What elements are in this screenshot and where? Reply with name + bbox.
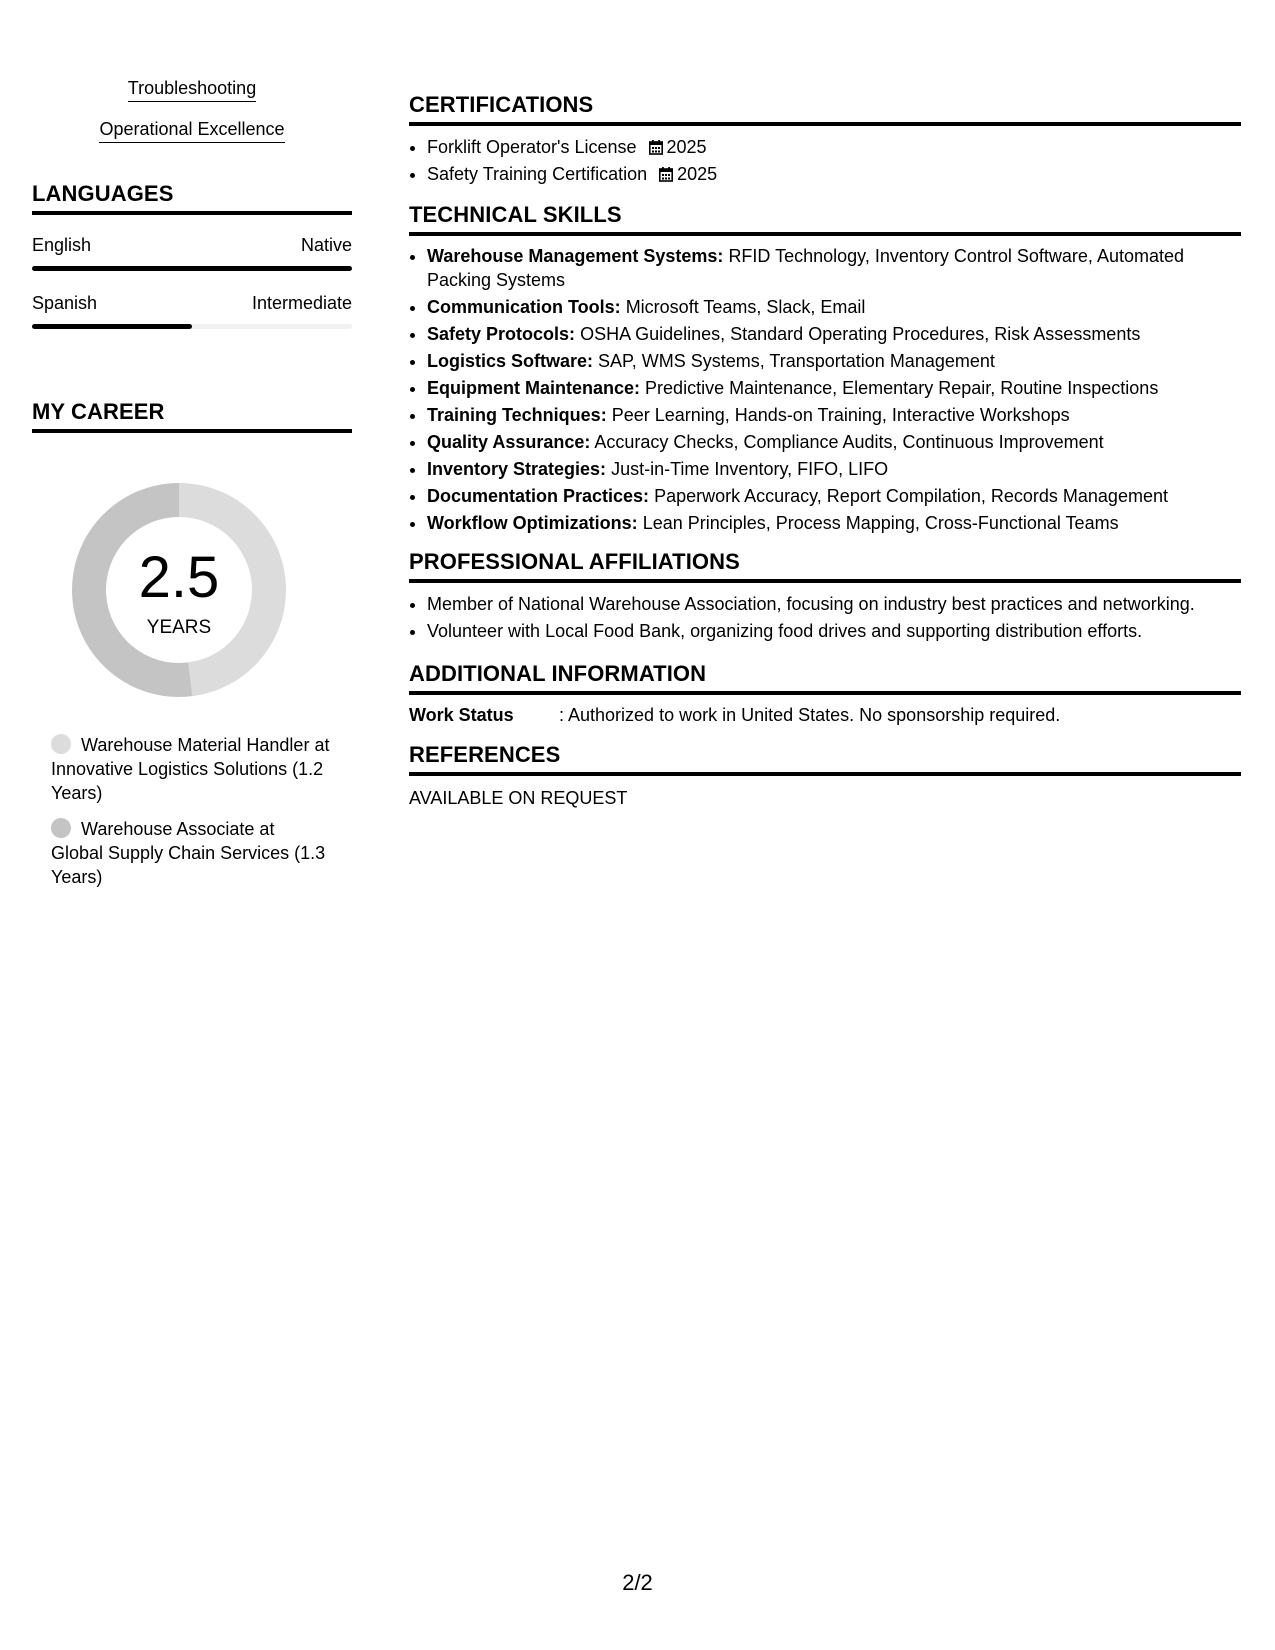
left-column bbox=[32, 78, 352, 889]
page-number: 2/2 bbox=[622, 1570, 653, 1595]
skill-category: Communication Tools: bbox=[427, 297, 621, 317]
section-title: REFERENCES bbox=[409, 742, 1241, 776]
career-item-text: Warehouse Associate at Global Supply Chain Services (1.3 Years) bbox=[51, 819, 326, 887]
technical-skills-list bbox=[409, 244, 1241, 535]
section-title: PROFESSIONAL AFFILIATIONS bbox=[409, 549, 1241, 583]
technical-skills-section bbox=[409, 202, 1241, 535]
calendar-icon bbox=[649, 140, 663, 155]
skill-category: Training Techniques: bbox=[427, 405, 607, 425]
skill-values: Peer Learning, Hands-on Training, Interactive Workshops bbox=[611, 405, 1070, 425]
skill-values: Accuracy Checks, Compliance Audits, Continuous Improvement bbox=[594, 432, 1104, 452]
skill-values: Paperwork Accuracy, Report Compilation, Records Management bbox=[654, 486, 1168, 506]
certification-name: Safety Training Certification bbox=[427, 164, 648, 184]
section-title: MY CAREER bbox=[32, 399, 352, 433]
list-item bbox=[427, 349, 1241, 373]
skill-category: Warehouse Management Systems: bbox=[427, 246, 724, 266]
skill-values: Predictive Maintenance, Elementary Repair, Routine Inspections bbox=[645, 378, 1159, 398]
skill-values: Microsoft Teams, Slack, Email bbox=[625, 297, 866, 317]
certification-year: 2025 bbox=[666, 137, 707, 157]
right-column bbox=[409, 92, 1241, 809]
career-total-years: 2.5 bbox=[138, 545, 220, 610]
references-text: AVAILABLE ON REQUEST bbox=[409, 788, 628, 808]
section-title: LANGUAGES bbox=[32, 181, 352, 215]
affiliations-section bbox=[409, 549, 1241, 645]
career-donut bbox=[66, 477, 292, 703]
affiliations-list bbox=[409, 591, 1241, 645]
legend-dot-icon bbox=[51, 818, 71, 838]
certifications-section bbox=[409, 92, 1241, 188]
skill-category: Workflow Optimizations: bbox=[427, 513, 638, 533]
skill-values: Lean Principles, Process Mapping, Cross-Functional Teams bbox=[642, 513, 1119, 533]
list-item: • Member of National Warehouse Association, focusing on industry best practices and networking. bbox=[427, 591, 1241, 618]
language-proficiency-bar bbox=[32, 324, 352, 329]
skill-tag bbox=[32, 78, 352, 102]
certifications-list bbox=[409, 134, 1241, 188]
language-name: Spanish bbox=[32, 293, 98, 313]
skill-tag-label: Troubleshooting bbox=[128, 78, 256, 102]
language-level: Intermediate bbox=[251, 293, 352, 313]
references-section bbox=[409, 742, 1241, 809]
career-item bbox=[51, 817, 331, 889]
career-total-unit: YEARS bbox=[146, 617, 212, 638]
language-proficiency-fill bbox=[32, 324, 192, 329]
section-title: ADDITIONAL INFORMATION bbox=[409, 661, 1241, 695]
list-item bbox=[427, 295, 1241, 319]
list-item bbox=[427, 484, 1241, 508]
work-status-value: : Authorized to work in United States. No sponsorship required. bbox=[559, 705, 1061, 725]
section-title: TECHNICAL SKILLS bbox=[409, 202, 1241, 236]
skill-tag-label: Operational Excellence bbox=[99, 119, 284, 143]
work-status-row bbox=[409, 705, 1241, 726]
skill-category: Logistics Software: bbox=[427, 351, 594, 371]
list-item bbox=[427, 403, 1241, 427]
list-item bbox=[427, 134, 1241, 161]
skill-values: Just-in-Time Inventory, FIFO, LIFO bbox=[611, 459, 889, 479]
calendar-icon bbox=[659, 167, 673, 182]
language-level: Native bbox=[300, 235, 352, 255]
career-item-text: Warehouse Material Handler at Innovative Logistics Solutions (1.2 Years) bbox=[51, 735, 330, 803]
work-status-label: Work Status bbox=[409, 705, 514, 725]
list-item bbox=[427, 457, 1241, 481]
list-item bbox=[427, 322, 1241, 346]
skill-category: Equipment Maintenance: bbox=[427, 378, 641, 398]
career-section bbox=[32, 399, 352, 889]
skill-category: Inventory Strategies: bbox=[427, 459, 607, 479]
list-item bbox=[427, 511, 1241, 535]
skill-category: Quality Assurance: bbox=[427, 432, 591, 452]
list-item: • Volunteer with Local Food Bank, organizing food drives and supporting distribution efforts. bbox=[427, 618, 1241, 645]
list-item bbox=[427, 376, 1241, 400]
skill-category: Safety Protocols: bbox=[427, 324, 576, 344]
languages-section bbox=[32, 181, 352, 329]
skill-values: OSHA Guidelines, Standard Operating Procedures, Risk Assessments bbox=[580, 324, 1141, 344]
career-item bbox=[51, 733, 331, 805]
skill-tag bbox=[32, 119, 352, 143]
language-item bbox=[32, 235, 352, 271]
list-item bbox=[427, 161, 1241, 188]
list-item bbox=[427, 430, 1241, 454]
certification-year: 2025 bbox=[677, 164, 718, 184]
list-item bbox=[427, 244, 1241, 292]
donut-center bbox=[66, 477, 292, 703]
skill-values: RFID Technology, Inventory Control Software, Automated Packing Systems bbox=[427, 246, 1185, 290]
language-item bbox=[32, 293, 352, 329]
skill-values: SAP, WMS Systems, Transportation Management bbox=[598, 351, 995, 371]
language-proficiency-fill bbox=[32, 266, 352, 271]
additional-info-section bbox=[409, 661, 1241, 726]
section-title: CERTIFICATIONS bbox=[409, 92, 1241, 126]
career-legend bbox=[32, 733, 352, 889]
skill-category: Documentation Practices: bbox=[427, 486, 650, 506]
language-name: English bbox=[32, 235, 92, 255]
language-row bbox=[32, 293, 352, 314]
certification-name: Forklift Operator's License bbox=[427, 137, 637, 157]
language-row bbox=[32, 235, 352, 256]
language-proficiency-bar bbox=[32, 266, 352, 271]
legend-dot-icon bbox=[51, 734, 71, 754]
